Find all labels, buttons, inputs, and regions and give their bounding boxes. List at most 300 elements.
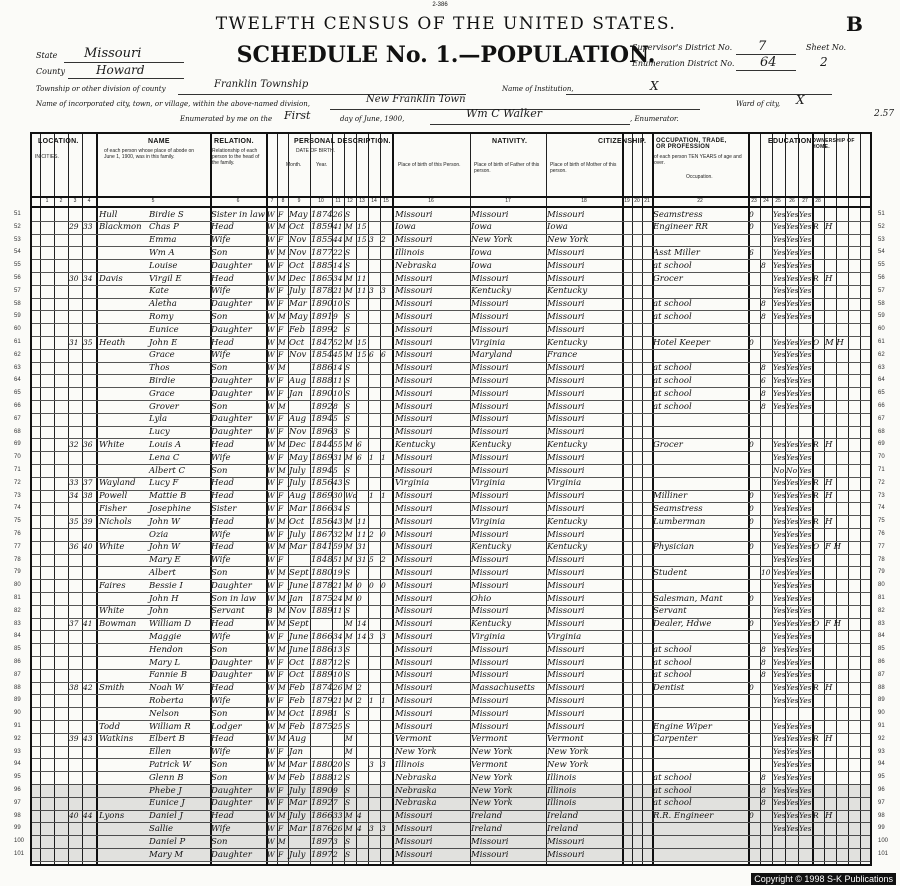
cell-birth: Illinois xyxy=(395,247,425,258)
county-label: County xyxy=(36,67,65,76)
cell-surname: Blackmon xyxy=(99,222,142,233)
cell-occupation: Student xyxy=(653,567,688,578)
cell-mother: Illinois xyxy=(547,772,577,783)
cell-year: 1844 xyxy=(311,439,333,450)
cell-father: Massachusetts xyxy=(471,683,535,694)
cell-father: Kentucky xyxy=(471,439,512,450)
cell-year: 1897 xyxy=(311,836,333,847)
line-number: 68 xyxy=(14,428,21,435)
cell-birth: Missouri xyxy=(395,670,433,681)
occupation-header: OCCUPATION, TRADE, OR PROFESSION xyxy=(656,138,727,150)
cell-marital: M xyxy=(345,542,353,552)
cell-given: John H xyxy=(149,593,179,604)
cell-ch: 3 xyxy=(369,235,374,245)
cell-mo: 0 xyxy=(357,593,362,603)
cell-father: Missouri xyxy=(471,567,509,578)
cell-sex: F xyxy=(278,491,284,501)
cell-marital: M xyxy=(345,683,353,693)
cell-birth: Missouri xyxy=(395,619,433,630)
cell-relation: Son xyxy=(211,759,228,770)
cell-dwell: 29 xyxy=(69,222,79,232)
personal-header: PERSONAL DESCRIPTION. xyxy=(294,138,391,145)
cell-age: 26 xyxy=(333,683,343,693)
cell-relation: Wife xyxy=(211,529,231,540)
cell-father: Missouri xyxy=(471,657,509,668)
cell-color: W xyxy=(267,683,275,693)
cell-mother: Missouri xyxy=(547,606,585,617)
cell-occupation: R.R. Engineer xyxy=(653,811,714,822)
line-number: 76 xyxy=(14,531,21,537)
cell-given: Josephine xyxy=(149,503,192,514)
cell-school: 8 xyxy=(761,260,766,270)
cell-read: Yes xyxy=(773,695,786,705)
column-number: 2 xyxy=(59,198,63,204)
line-number-right: 77 xyxy=(878,543,885,550)
cell-own: R xyxy=(813,734,819,744)
cell-english: Yes xyxy=(799,363,812,373)
line-number-right: 89 xyxy=(878,697,885,704)
cell-birth: Nebraska xyxy=(395,260,437,271)
cell-marital: S xyxy=(345,363,351,373)
cell-write: Yes xyxy=(786,401,799,411)
cell-read: Yes xyxy=(773,772,786,782)
cell-mo: 2 xyxy=(357,695,362,705)
cell-year: 1866 xyxy=(311,631,333,642)
cell-english: Yes xyxy=(799,337,812,347)
enumerator-label: , Enumerator. xyxy=(630,115,679,123)
cell-year: 1869 xyxy=(311,491,333,502)
line-number: 85 xyxy=(14,646,21,653)
cell-relation: Head xyxy=(211,683,234,694)
cell-sex: F xyxy=(278,785,284,795)
cell-month: Jan xyxy=(289,388,303,399)
cell-father: Missouri xyxy=(471,849,509,860)
column-number: 23 xyxy=(751,198,757,204)
cell-color: W xyxy=(267,503,275,513)
cell-marital: S xyxy=(345,503,351,513)
cell-color: W xyxy=(267,772,275,782)
cell-relation: Daughter xyxy=(211,798,252,809)
line-number: 52 xyxy=(14,223,21,230)
grid-vertical-line xyxy=(632,134,633,864)
cell-given: Roberta xyxy=(149,695,184,706)
cell-father: New York xyxy=(471,798,513,809)
line-number-right: 67 xyxy=(878,415,885,422)
cell-write: Yes xyxy=(786,503,799,513)
cell-birth: Nebraska xyxy=(395,798,437,809)
cell-birth: Missouri xyxy=(395,452,433,463)
line-number: 100 xyxy=(14,838,25,845)
cell-color: W xyxy=(267,695,275,705)
cell-relation: Son xyxy=(211,772,228,783)
column-number: 12 xyxy=(347,198,353,204)
cell-read: Yes xyxy=(773,478,786,488)
line-number: 64 xyxy=(14,377,21,384)
cell-birth: Missouri xyxy=(395,708,433,719)
cell-year: 1874 xyxy=(311,683,333,694)
cell-age: 12 xyxy=(333,657,343,667)
cell-year: 1890 xyxy=(311,299,333,310)
grid-vertical-line xyxy=(392,134,394,864)
cell-mort: H xyxy=(825,491,833,502)
cell-school: 8 xyxy=(761,644,766,654)
column-number: 25 xyxy=(775,198,781,204)
row-rule xyxy=(32,861,870,862)
cell-birth: Missouri xyxy=(395,823,433,834)
cell-read: Yes xyxy=(773,734,786,744)
cell-school: 8 xyxy=(761,299,766,309)
line-number-right: 66 xyxy=(878,403,885,409)
column-number: 26 xyxy=(789,198,795,204)
cell-color: W xyxy=(267,529,275,539)
cell-english: Yes xyxy=(799,644,812,654)
cell-mother: Missouri xyxy=(547,273,585,284)
cell-mort: H xyxy=(825,439,833,450)
column-number: 5 xyxy=(151,198,155,204)
cell-english: Yes xyxy=(799,299,812,309)
cell-given: Mary E xyxy=(149,555,181,566)
cell-unemp: 0 xyxy=(749,503,754,513)
cell-month: Oct xyxy=(289,222,305,233)
cell-surname: White xyxy=(99,439,125,450)
cell-unemp: 0 xyxy=(749,811,754,821)
enumerated-label: Enumerated by me on the xyxy=(180,115,273,123)
cell-english: Yes xyxy=(799,619,812,629)
cell-write: Yes xyxy=(786,529,799,539)
cell-sex: M xyxy=(278,759,286,769)
cell-mother: Missouri xyxy=(547,593,585,604)
cell-color: W xyxy=(267,452,275,462)
cell-dwell: 38 xyxy=(69,683,79,693)
cell-sex: F xyxy=(278,427,284,437)
cell-given: Phebe J xyxy=(149,785,182,796)
cell-surname: Heath xyxy=(99,337,126,348)
cell-liv: 3 xyxy=(381,823,386,833)
line-number-right: 74 xyxy=(878,505,885,512)
cell-color: W xyxy=(267,542,275,552)
cell-mort: H xyxy=(825,478,833,489)
cell-dwell: 35 xyxy=(69,516,79,526)
cell-color: W xyxy=(267,235,275,245)
cell-marital: M xyxy=(345,695,353,705)
cell-age: 14 xyxy=(333,260,343,270)
cell-sex: F xyxy=(278,414,284,424)
cell-relation: Head xyxy=(211,811,234,822)
cell-mo: 31 xyxy=(357,555,367,565)
cell-read: Yes xyxy=(773,657,786,667)
cell-sex: M xyxy=(278,606,286,616)
cell-age: 26 xyxy=(333,209,343,219)
cell-father: Ireland xyxy=(471,823,503,834)
line-number-right: 68 xyxy=(878,428,885,435)
cell-dwell: 30 xyxy=(69,273,79,283)
cell-sex: F xyxy=(278,324,284,334)
cell-mother: New York xyxy=(547,747,589,758)
cell-father: Ohio xyxy=(471,593,492,604)
cell-fam: 40 xyxy=(83,542,93,552)
cell-english: Yes xyxy=(799,695,812,705)
cell-relation: Wife xyxy=(211,631,231,642)
cell-father: Missouri xyxy=(471,388,509,399)
cell-birth: Missouri xyxy=(395,542,433,553)
cell-mo: 4 xyxy=(357,811,362,821)
cell-marital: S xyxy=(345,209,351,219)
cell-english: Yes xyxy=(799,542,812,552)
cell-birth: Vermont xyxy=(395,734,432,745)
cell-mort: F H xyxy=(825,619,842,630)
cell-marital: S xyxy=(345,849,351,859)
cell-mother: Missouri xyxy=(547,247,585,258)
cell-month: Mar xyxy=(289,542,307,553)
cell-marital: S xyxy=(345,311,351,321)
year-subheader: Year. xyxy=(316,162,328,168)
cell-color: W xyxy=(267,708,275,718)
cell-month: Jan xyxy=(289,747,303,758)
cell-mort: H xyxy=(825,222,833,233)
cell-relation: Son xyxy=(211,363,228,374)
line-number-right: 85 xyxy=(878,646,885,653)
line-number: 55 xyxy=(14,262,21,269)
cell-sex: M xyxy=(278,401,286,411)
cell-age: 1 xyxy=(333,708,338,718)
cell-write: Yes xyxy=(786,209,799,219)
cell-given: Mary M xyxy=(149,849,184,860)
cell-sex: F xyxy=(278,388,284,398)
cell-fam: 38 xyxy=(83,491,93,501)
cell-liv: 0 xyxy=(381,580,386,590)
cell-read: Yes xyxy=(773,670,786,680)
cell-color: W xyxy=(267,785,275,795)
cell-given: Nelson xyxy=(149,708,180,719)
line-number: 77 xyxy=(14,543,21,550)
cell-given: Maggie xyxy=(149,631,182,642)
cell-father: Kentucky xyxy=(471,286,512,297)
corner-letter: B xyxy=(846,12,863,36)
cell-age: 25 xyxy=(333,721,343,731)
cell-english: Yes xyxy=(799,273,812,283)
line-number-right: 71 xyxy=(878,467,885,473)
cell-ch: 1 xyxy=(369,491,374,501)
cell-read: Yes xyxy=(773,555,786,565)
cell-occupation: at school xyxy=(653,644,692,655)
cell-father: Iowa xyxy=(471,260,492,271)
month-subheader: Month. xyxy=(286,162,302,168)
column-number: 27 xyxy=(802,198,808,204)
cell-occupation: Servant xyxy=(653,606,687,617)
cell-mother: Virginia xyxy=(547,478,582,489)
cell-relation: Daughter xyxy=(211,260,252,271)
cell-color: W xyxy=(267,849,275,859)
cell-month: Dec xyxy=(289,439,306,450)
line-number-right: 54 xyxy=(878,249,885,256)
cell-english: Yes xyxy=(799,235,812,245)
cell-occupation: Grocer xyxy=(653,439,683,450)
cell-year: 1886 xyxy=(311,644,333,655)
line-number: 73 xyxy=(14,492,21,499)
line-number-right: 60 xyxy=(878,326,885,333)
line-number: 51 xyxy=(14,211,21,217)
cell-month: Mar xyxy=(289,823,307,834)
cell-relation: Head xyxy=(211,491,234,502)
cell-father: Missouri xyxy=(471,427,509,438)
line-number: 72 xyxy=(14,479,21,486)
cell-sex: F xyxy=(278,695,284,705)
line-number: 96 xyxy=(14,787,21,793)
column-number: 15 xyxy=(383,198,389,204)
cell-unemp: 0 xyxy=(749,222,754,232)
cell-relation: Daughter xyxy=(211,427,252,438)
cell-marital: S xyxy=(345,299,351,309)
cell-english: Yes xyxy=(799,516,812,526)
cell-english: Yes xyxy=(799,657,812,667)
column-number: 11 xyxy=(335,198,341,204)
cell-relation: Wife xyxy=(211,235,231,246)
cell-month: Sept xyxy=(289,619,309,630)
cell-mother: Missouri xyxy=(547,670,585,681)
cell-write: Yes xyxy=(786,734,799,744)
column-number: 6 xyxy=(236,198,240,204)
cell-sex: M xyxy=(278,721,286,731)
cell-year: 1887 xyxy=(311,657,333,668)
cell-own: R xyxy=(813,439,819,449)
cell-surname: Powell xyxy=(99,491,128,502)
cell-month: June xyxy=(289,580,309,591)
cell-sex: M xyxy=(278,593,286,603)
cell-father: Missouri xyxy=(471,414,509,425)
cell-mother: Missouri xyxy=(547,708,585,719)
cell-english: Yes xyxy=(799,465,812,475)
cell-birth: Missouri xyxy=(395,324,433,335)
line-number: 78 xyxy=(14,556,21,563)
cell-mo: 2 xyxy=(357,683,362,693)
line-number-right: 53 xyxy=(878,236,885,243)
cell-mo: 11 xyxy=(357,516,367,526)
column-number: 18 xyxy=(581,198,587,204)
cell-given: Fannie B xyxy=(149,670,188,681)
cell-given: Hendon xyxy=(149,644,183,655)
cell-dwell: 40 xyxy=(69,811,79,821)
cell-year: 1889 xyxy=(311,606,333,617)
cell-read: Yes xyxy=(773,260,786,270)
line-number-right: 80 xyxy=(878,582,885,589)
cell-father: Kentucky xyxy=(471,542,512,553)
cell-english: Yes xyxy=(799,222,812,232)
cell-mother: Missouri xyxy=(547,567,585,578)
cell-sex: F xyxy=(278,631,284,641)
cell-given: Chas P xyxy=(149,222,179,233)
cell-marital: M xyxy=(345,593,353,603)
cell-occupation: at school xyxy=(653,299,692,310)
cell-year: 1880 xyxy=(311,759,333,770)
cell-english: Yes xyxy=(799,811,812,821)
cell-given: Albert xyxy=(149,567,176,578)
cell-given: Bessie I xyxy=(149,580,183,591)
cell-color: W xyxy=(267,823,275,833)
cell-relation: Daughter xyxy=(211,670,252,681)
line-number: 79 xyxy=(14,569,21,576)
cell-sex: F xyxy=(278,299,284,309)
column-number: 10 xyxy=(318,198,324,204)
cell-english: Yes xyxy=(799,209,812,219)
cell-write: Yes xyxy=(786,222,799,232)
cell-liv: 0 xyxy=(381,529,386,539)
line-number-right: 87 xyxy=(878,671,885,678)
cell-year: 1878 xyxy=(311,286,333,297)
cell-year: 1888 xyxy=(311,772,333,783)
enumerated-day: First xyxy=(284,109,311,122)
cell-mort: H xyxy=(825,273,833,284)
cell-unemp: 0 xyxy=(749,337,754,347)
cell-school: 8 xyxy=(761,785,766,795)
line-number: 65 xyxy=(14,390,21,397)
cell-mort: H xyxy=(825,516,833,527)
cell-school: 8 xyxy=(761,401,766,411)
cell-color: W xyxy=(267,657,275,667)
line-number-right: 97 xyxy=(878,799,885,806)
cell-year: 1898 xyxy=(311,708,333,719)
cell-sex: F xyxy=(278,452,284,462)
line-number-right: 55 xyxy=(878,262,885,269)
ownership-header: OWNERSHIP OF HOME. xyxy=(812,138,855,150)
cell-marital: S xyxy=(345,772,351,782)
cell-liv: 1 xyxy=(381,452,386,462)
cell-write: Yes xyxy=(786,375,799,385)
line-number-right: 72 xyxy=(878,479,885,486)
cell-mother: Missouri xyxy=(547,529,585,540)
cell-occupation: Dealer, Hdwe xyxy=(653,619,712,630)
cell-marital: M xyxy=(345,337,353,347)
cell-month: July xyxy=(289,478,306,489)
cell-birth: Missouri xyxy=(395,836,433,847)
cell-age: 55 xyxy=(333,439,343,449)
cell-father: Missouri xyxy=(471,324,509,335)
cell-month: Nov xyxy=(289,606,307,617)
cell-write: Yes xyxy=(786,567,799,577)
cell-relation: Head xyxy=(211,337,234,348)
column-number: 24 xyxy=(763,198,769,204)
enum-district-label: Enumeration District No. xyxy=(632,59,735,68)
copyright-notice: Copyright © 1998 S-K Publications xyxy=(751,873,896,885)
line-number-right: 95 xyxy=(878,774,885,781)
cell-relation: Wife xyxy=(211,350,231,361)
cell-english: Yes xyxy=(799,491,812,501)
cell-given: Eunice xyxy=(149,324,179,335)
cell-birth: Missouri xyxy=(395,299,433,310)
line-number-right: 73 xyxy=(878,492,885,499)
cell-color: W xyxy=(267,747,275,757)
cell-english: Yes xyxy=(799,311,812,321)
line-number: 86 xyxy=(14,659,21,665)
cell-age: 12 xyxy=(333,772,343,782)
line-number-right: 63 xyxy=(878,364,885,371)
cell-father: Missouri xyxy=(471,491,509,502)
cell-age: 9 xyxy=(333,311,338,321)
cell-dwell: 31 xyxy=(69,337,79,347)
cell-year: 1886 xyxy=(311,363,333,374)
cell-birth: Missouri xyxy=(395,529,433,540)
cell-unemp: 0 xyxy=(749,683,754,693)
cell-english: Yes xyxy=(799,503,812,513)
cell-birth: Missouri xyxy=(395,273,433,284)
cell-mo: 11 xyxy=(357,273,367,283)
cell-liv: 6 xyxy=(381,350,386,360)
cell-unemp: 0 xyxy=(749,439,754,449)
cell-relation: Head xyxy=(211,542,234,553)
line-number-right: 98 xyxy=(878,812,885,819)
cell-marital: M xyxy=(345,580,353,590)
cell-marital: S xyxy=(345,324,351,334)
cell-mother: Ireland xyxy=(547,823,579,834)
